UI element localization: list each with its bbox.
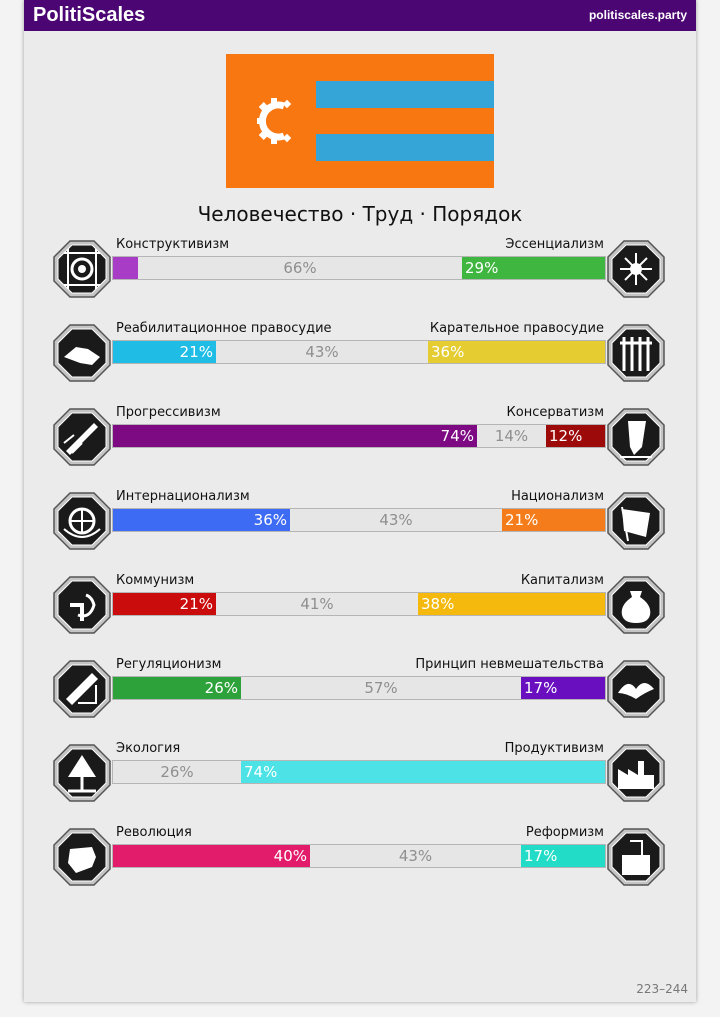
axis-row: [24, 237, 696, 309]
axis-left-label: Конструктивизм: [116, 237, 230, 252]
axis-row: [24, 489, 696, 561]
axis-right-fill: 12%: [546, 425, 605, 447]
axis-right-label: Карательное правосудие: [429, 321, 604, 336]
axis-bar: [112, 256, 606, 280]
axis-row: [24, 321, 696, 393]
globe-icon: [52, 491, 112, 551]
axis-bar: [112, 844, 606, 868]
axis-row: [24, 657, 696, 729]
ruler-icon: [52, 659, 112, 719]
top-bar: [24, 0, 696, 31]
axis-left-label: Экология: [116, 741, 181, 756]
axis-left-fill: [113, 257, 138, 279]
axis-right-label: Принцип невмешательства: [415, 657, 604, 672]
axis-neutral-value: 43%: [379, 511, 413, 529]
axis-bar: [112, 508, 606, 532]
axis-left-fill: 74%: [113, 425, 477, 447]
axis-right-fill: 17%: [521, 845, 605, 867]
axis-right-fill: 17%: [521, 677, 605, 699]
prison-bars-icon: [606, 323, 666, 383]
handshake-icon: [52, 323, 112, 383]
axis-left-fill: 21%: [113, 593, 216, 615]
bird-icon: [606, 659, 666, 719]
axis-left-label: Коммунизм: [116, 573, 195, 588]
fist-icon: [52, 827, 112, 887]
axis-bar: [112, 760, 606, 784]
flower-icon: [606, 239, 666, 299]
axis-left-fill: 21%: [113, 341, 216, 363]
axis-right-label: Консерватизм: [506, 405, 604, 420]
axis-neutral-value: 41%: [300, 595, 334, 613]
tree-icon: [52, 743, 112, 803]
axis-right-label: Эссенциализм: [505, 237, 604, 252]
axis-bar: [112, 676, 606, 700]
factory-icon: [606, 743, 666, 803]
brand-title[interactable]: PolitiScales: [33, 4, 146, 26]
axis-row: [24, 741, 696, 813]
ballot-box-icon: [606, 827, 666, 887]
eye-cage-icon: [52, 239, 112, 299]
axis-right-fill: 74%: [241, 761, 605, 783]
flag-icon: [606, 491, 666, 551]
axis-neutral-value: 66%: [283, 259, 317, 277]
axis-left-fill: 26%: [113, 677, 241, 699]
axis-neutral-value: 26%: [160, 763, 194, 781]
axis-row: [24, 573, 696, 645]
axis-left-label: Революция: [116, 825, 192, 840]
axis-bar: [112, 592, 606, 616]
axis-bar: [112, 340, 606, 364]
site-url[interactable]: politiscales.party: [588, 8, 687, 22]
axis-left-label: Реабилитационное правосудие: [116, 321, 332, 336]
axis-right-fill: 38%: [418, 593, 605, 615]
axis-neutral-value: 43%: [398, 847, 433, 865]
axis-right-label: Продуктивизм: [504, 741, 604, 756]
axis-left-fill: 40%: [113, 845, 310, 867]
motto-slogan: Человечество · Труд · Порядок: [197, 202, 523, 226]
axis-left-label: Прогрессивизм: [116, 405, 221, 420]
axis-neutral-value: 43%: [305, 343, 339, 361]
axis-right-fill: 21%: [502, 509, 605, 531]
results-card: [24, 0, 696, 1002]
axis-right-label: Национализм: [511, 489, 604, 504]
axis-neutral-value: 14%: [494, 427, 529, 445]
axis-left-fill: 36%: [113, 509, 290, 531]
rocket-icon: [52, 407, 112, 467]
hammer-sickle-icon: [52, 575, 112, 635]
axis-left-label: Регуляционизм: [116, 657, 222, 672]
flag-image: [226, 54, 494, 188]
axis-right-label: Капитализм: [520, 573, 604, 588]
money-bag-icon: [606, 575, 666, 635]
version-footer: 223–244: [636, 982, 688, 996]
axis-neutral-value: 57%: [364, 679, 398, 697]
axis-bar: [112, 424, 606, 448]
quill-icon: [606, 407, 666, 467]
axis-row: [24, 825, 696, 897]
axis-left-label: Интернационализм: [116, 489, 250, 504]
axis-right-fill: 36%: [428, 341, 605, 363]
axis-right-label: Реформизм: [525, 825, 604, 840]
axis-right-fill: 29%: [462, 257, 605, 279]
axis-row: [24, 405, 696, 477]
